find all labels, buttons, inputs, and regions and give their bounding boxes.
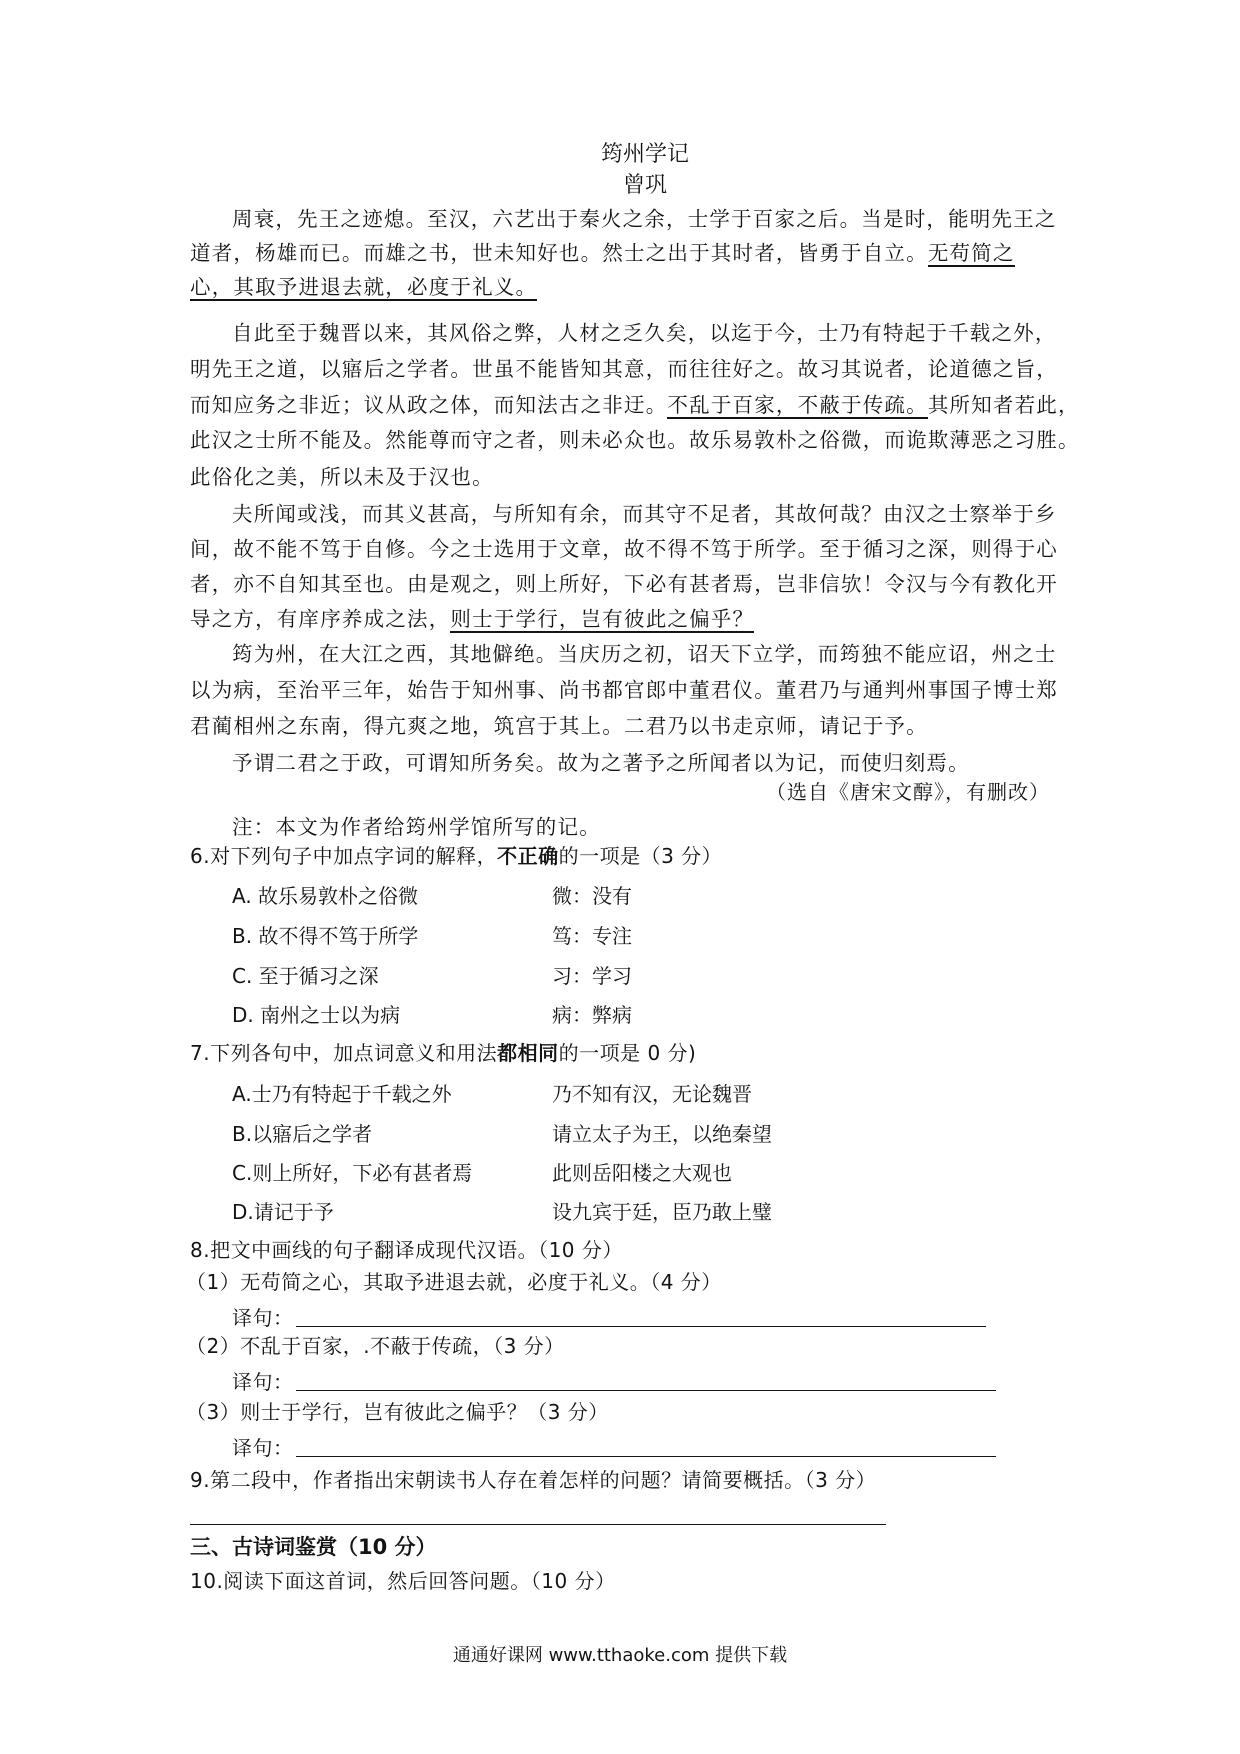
page-footer: 通通好课网 www.tthaoke.com 提供下载 (452, 1645, 788, 1666)
passage-text: 道者，杨雄而已。而雄之书，世未知好也。然士之出于其时者，皆勇于自立。 (190, 241, 928, 265)
q6-option-d: D. 南州之士以为病 (232, 1003, 401, 1027)
q8-answer-line-1[interactable] (296, 1326, 986, 1327)
q6-stem-pre: 6.对下列句子中加点字词的解释， (190, 844, 498, 868)
passage-p1-line1: 周衰，先王之迹熄。至汉，六艺出于秦火之余，士学于百家之后。当是时，能明先王之 (232, 207, 1057, 231)
question-8-stem: 8.把文中画线的句子翻译成现代汉语。（10 分） (190, 1238, 623, 1262)
q7-option-a: A.士乃有特起于千载之外 (232, 1082, 452, 1106)
passage-p3-line1: 夫所闻或浅，而其义甚高，与所知有余，而其守不足者，其故何哉？由汉之士察举于乡 (232, 502, 1057, 526)
q8-answer-line-2[interactable] (296, 1390, 996, 1391)
passage-p5: 予谓二君之于政，可谓知所务矣。故为之著予之所闻者以为记，而使归刻焉。 (232, 751, 970, 775)
note: 注：本文为作者给筠州学馆所写的记。 (232, 815, 601, 839)
q6-option-b: B. 故不得不笃于所学 (232, 924, 419, 948)
q6-option-c-gloss: 习：学习 (552, 964, 632, 988)
q7-option-d: D.请记于予 (232, 1200, 334, 1224)
q6-stem-emphasis: 不正确 (497, 844, 559, 868)
section-divider (190, 1524, 886, 1525)
question-9: 9.第二段中，作者指出宋朝读书人存在着怎样的问题？请简要概括。（3 分） (190, 1468, 877, 1492)
q7-option-b: B.以寤后之学者 (232, 1122, 373, 1146)
q6-option-d-gloss: 病：弊病 (552, 1003, 632, 1027)
q7-option-b-compare: 请立太子为王，以绝秦望 (552, 1122, 772, 1146)
passage-p2-line4: 此汉之士所不能及。然能尊而守之者，则未必众也。故乐易敦朴之俗微，而诡欺薄恶之习胜。 (190, 428, 1080, 452)
passage-p1-line3 (190, 270, 537, 300)
passage-p2-line2: 明先王之道，以寤后之学者。世虽不能皆知其意，而往往好之。故习其说者，论道德之旨， (190, 357, 1058, 381)
source-citation: （选自《唐宋文醇》，有删改） (766, 780, 1050, 804)
passage-text: 而知应务之非近；议从政之体，而知法古之非迂。 (190, 393, 668, 417)
q8-answer-line-3[interactable] (296, 1456, 996, 1457)
passage-p3-line3: 者，亦不自知其至也。由是观之，则上所好，下必有甚者焉，岂非信欤！令汉与今有教化开 (190, 572, 1058, 596)
page-title: 筠州学记 (600, 142, 689, 167)
question-7-stem (190, 1037, 696, 1066)
underlined-sentence-2: 不乱于百家，不蔽于传疏。 (667, 393, 928, 417)
passage-p4-line2: 以为病，至治平三年，始告于知州事、尚书都官郎中董君仪。董君乃与通判州事国子博士郑 (190, 678, 1058, 702)
q8-answer-label-3: 译句： (232, 1436, 294, 1460)
q8-answer-label-2: 译句： (232, 1370, 294, 1394)
section-3-heading: 三、古诗词鉴赏（10 分） (190, 1535, 437, 1559)
q8-item-1: （1）无苟简之心，其取予进退去就，必度于礼义。（4 分） (186, 1270, 722, 1294)
q8-answer-label-1: 译句： (232, 1306, 294, 1330)
author: 曾巩 (622, 173, 667, 198)
q7-option-d-compare: 设九宾于廷，臣乃敢上璧 (552, 1200, 772, 1224)
passage-p3-line2: 间，故不能不笃于自修。今之士选用于文章，故不得不笃于所学。至于循习之深，则得于心 (190, 537, 1058, 561)
passage-text: 导之方，有庠序养成之法， (190, 607, 451, 631)
q6-option-a: A. 故乐易敦朴之俗微 (232, 884, 419, 908)
q7-option-c-compare: 此则岳阳楼之大观也 (552, 1161, 732, 1185)
underlined-sentence-1: 无苟简之 (927, 241, 1015, 265)
question-10: 10.阅读下面这首词，然后回答问题。（10 分） (190, 1569, 616, 1593)
q7-option-a-compare: 乃不知有汉，无论魏晋 (552, 1082, 752, 1106)
underlined-sentence-3: 则士于学行，岂有彼此之偏乎？ (450, 607, 755, 631)
passage-p2-line5: 此俗化之美，所以未及于汉也。 (190, 465, 494, 489)
passage-p2-line3 (190, 388, 1080, 418)
q7-option-c: C.则上所好，下必有甚者焉 (232, 1161, 473, 1185)
passage-p2-line1: 自此至于魏晋以来，其风俗之弊，人材之乏久矣，以迄于今，士乃有特起于千载之外， (232, 321, 1057, 345)
q6-stem-post: 的一项是（3 分） (558, 844, 723, 868)
passage-p3-line4 (190, 602, 754, 632)
passage-p4-line1: 筠为州，在大江之西，其地僻绝。当庆历之初，诏天下立学，而筠独不能应诏，州之士 (232, 642, 1057, 666)
passage-p4-line3: 君蔺相州之东南，得亢爽之地，筑宫于其上。二君乃以书走京师，请记于予。 (190, 714, 928, 738)
q8-item-3: （3）则士于学行，岂有彼此之偏乎？（3 分） (186, 1400, 609, 1424)
question-6-stem (190, 840, 722, 869)
q6-option-c: C. 至于循习之深 (232, 964, 379, 988)
passage-p1-line2 (190, 236, 1015, 266)
q6-option-b-gloss: 笃：专注 (552, 924, 632, 948)
q7-stem-pre: 7.下列各句中，加点词意义和用法 (190, 1041, 498, 1065)
underlined-sentence-1-cont: 心，其取予进退去就，必度于礼义。 (190, 275, 538, 299)
q7-stem-post: 的一项是 0 分) (558, 1041, 697, 1065)
passage-text: 其所知者若此， (927, 393, 1080, 417)
q8-item-2: （2）不乱于百家，.不蔽于传疏，（3 分） (186, 1334, 565, 1358)
q7-stem-emphasis: 都相同 (497, 1041, 559, 1065)
q6-option-a-gloss: 微：没有 (552, 884, 632, 908)
